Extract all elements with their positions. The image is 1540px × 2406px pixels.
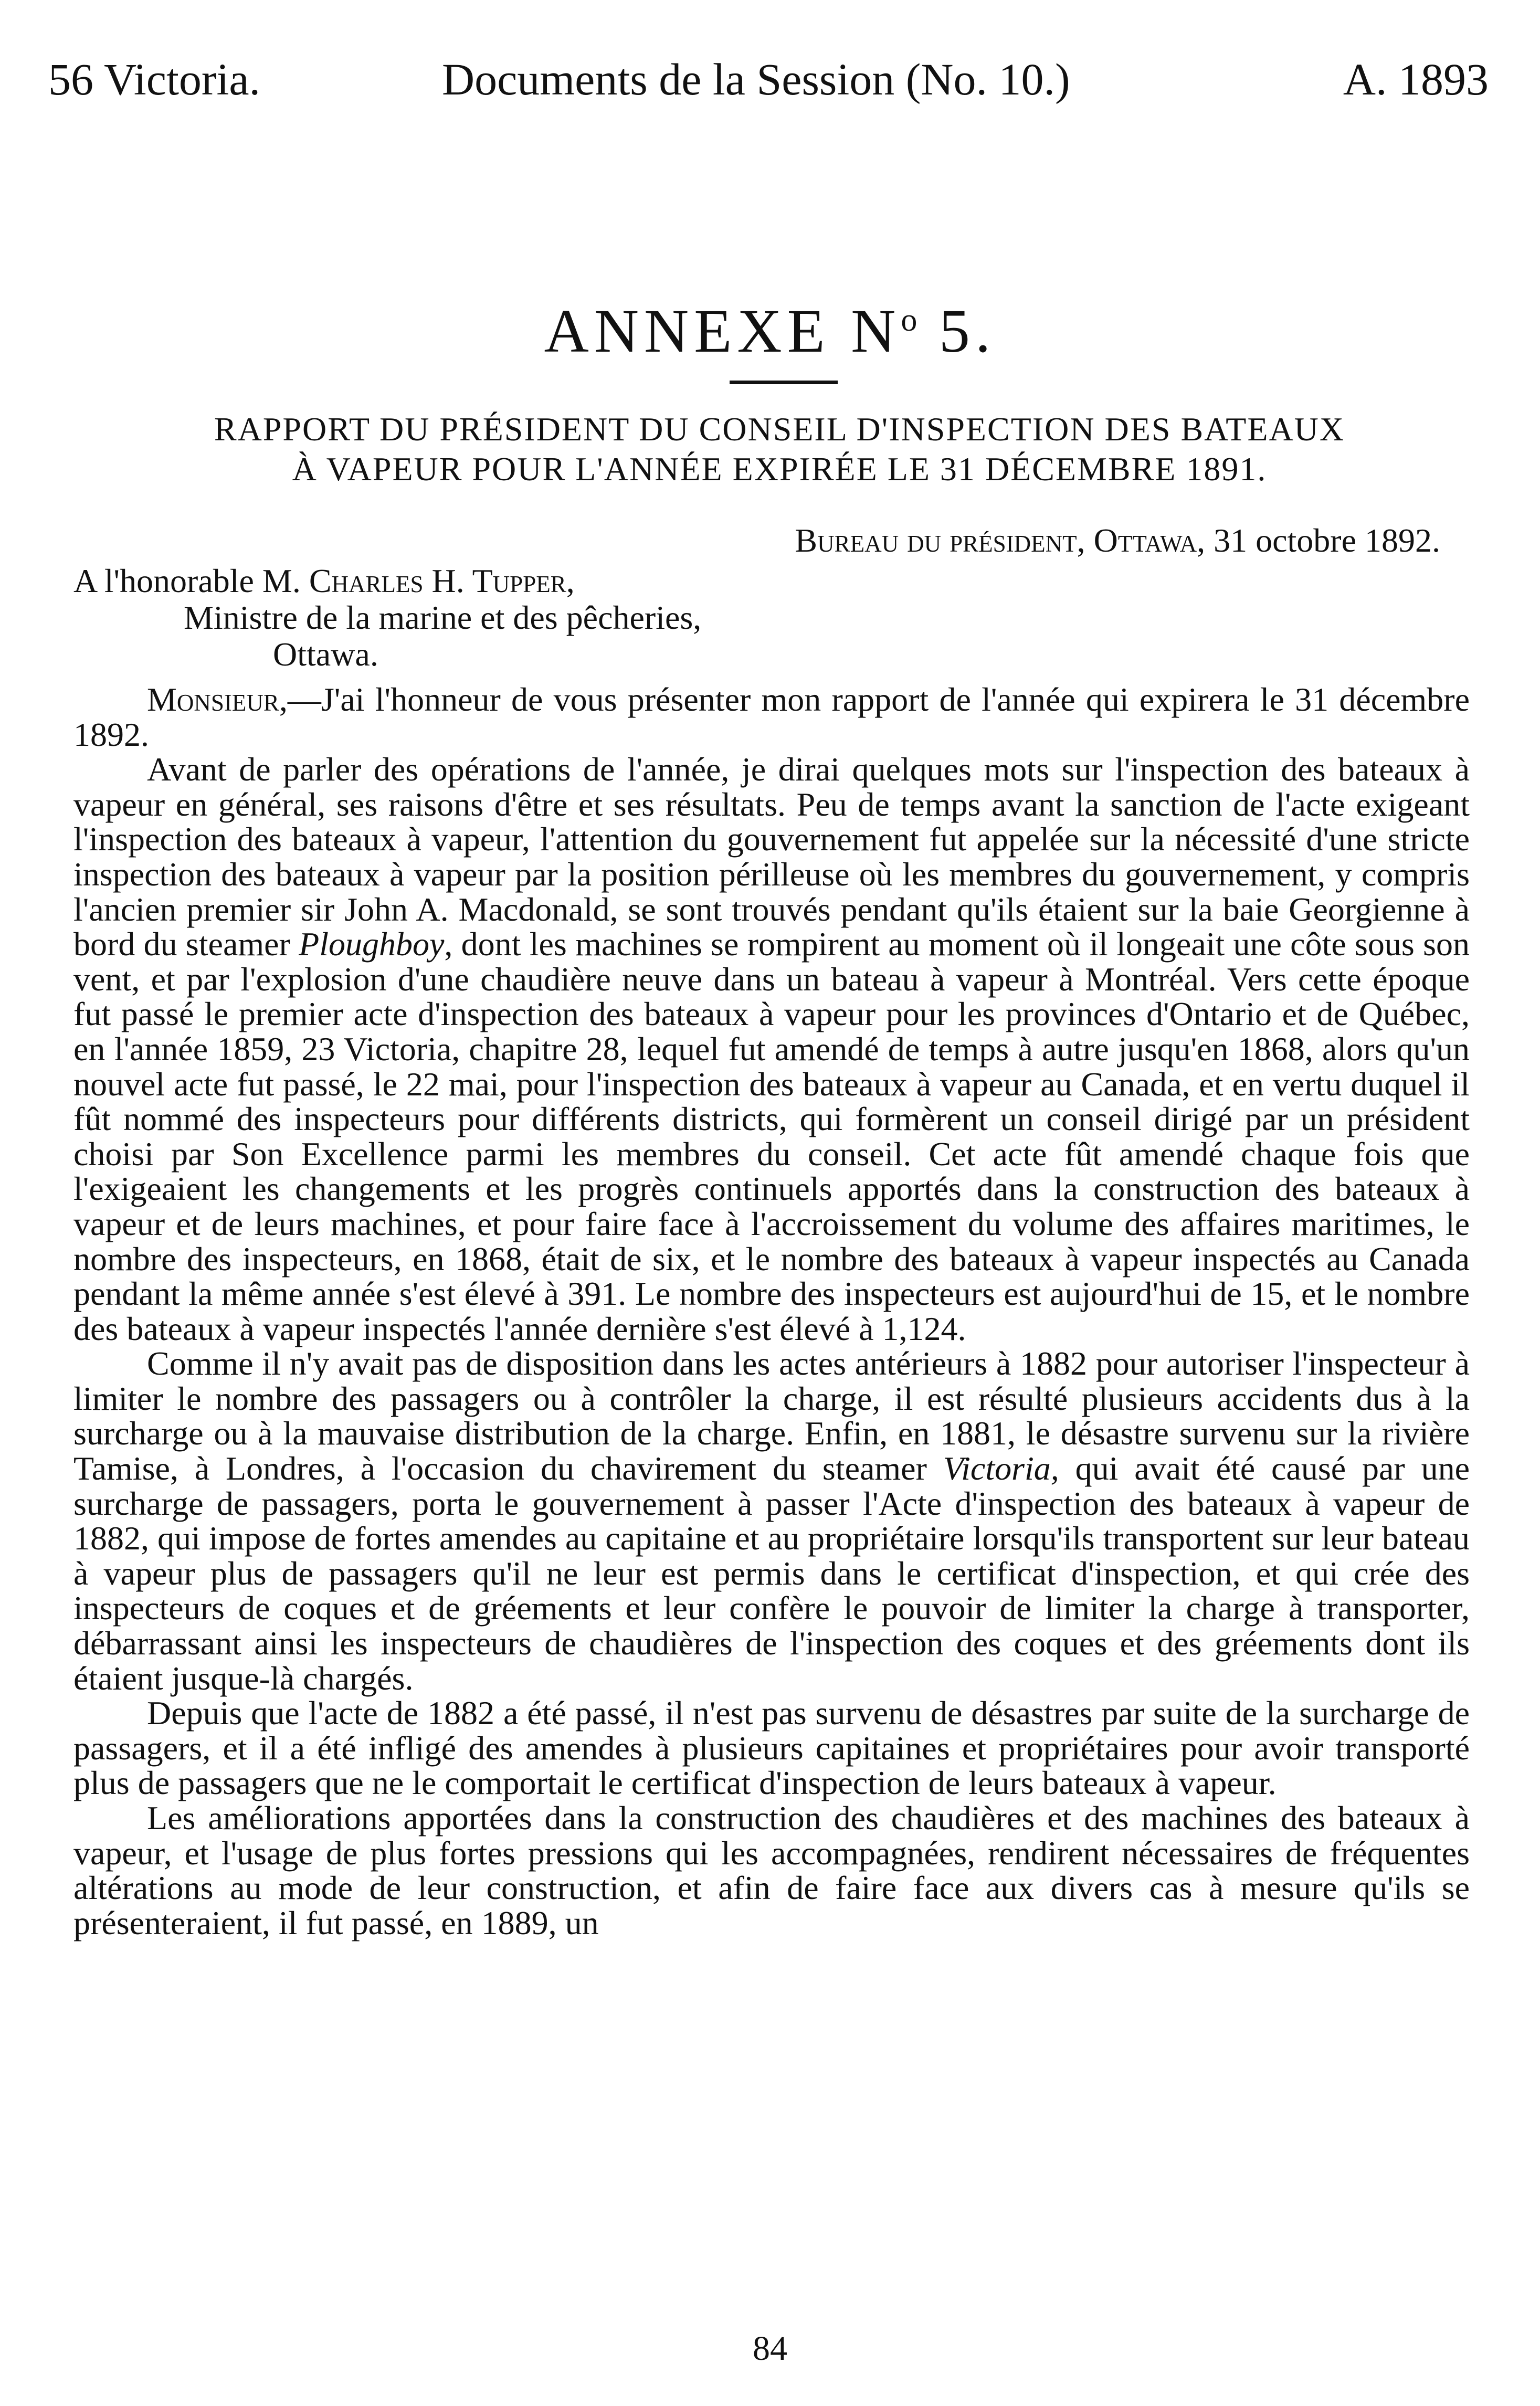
addressee-title: Ministre de la marine et des pêcheries, [184, 599, 702, 636]
ship-name-victoria: Victoria, [943, 1450, 1059, 1487]
addressee-name: Charles H. Tupper, [309, 562, 575, 599]
paragraph-1 [73, 682, 1470, 752]
addressee-prefix: A l'honorable M. [73, 562, 301, 599]
report-body [73, 682, 1470, 1940]
paragraph-2 [73, 752, 1470, 1346]
paragraph-2-text-b: , dont les machines se rompirent au moment où il longeait une côte sous son vent, et par l'explosion d'une chaudière neuve dans un bateau à vapeur à Montréal. Vers cette époque fut passé le premier acte d'inspection des bateaux à vapeur pour les provinces d'Ontario et de Québec, en l'année 1859, 23 Victoria, chapitre 28, lequel fut amendé de temps à autre jusqu'en 1868, alors qu'un nouvel acte fut passé, le 22 mai, pour l'inspection des bateaux à vapeur au Canada, et en vertu duquel il fût nommé des inspecteurs pour différents districts, qui formèrent un conseil dirigé par un président choisi par Son Excellence parmi les membres du conseil. Cet acte fût amendé chaque fois que l'exigeaient les changements et les progrès continuels apportés dans la construction des bateaux à vapeur et de leurs machines, et pour faire face à l'accroissement du volume des affaires maritimes, le nombre des inspecteurs, en 1868, était de six, et le nombre des bateaux à vapeur inspectés au Canada pendant la même année s'est élevé à 391. Le nombre des inspecteurs est aujourd'hui de 15, et le nombre des bateaux à vapeur inspectés l'année dernière s'est élevé à 1,124. [73, 925, 1470, 1347]
paragraph-3 [73, 1346, 1470, 1696]
paragraph-2-text-a: Avant de parler des opérations de l'année, je dirai quelques mots sur l'inspection des bateaux à vapeur en général, ses raisons d'être et ses résultats. Peu de temps avant la sanction de l'acte exigeant l'inspection des bateaux à vapeur, l'attention du gouvernement fut appelée sur la nécessité d'une stricte inspection des bateaux à vapeur par la position périlleuse où les membres du gouvernement, y compris l'ancien premier sir John A. Macdonald, se sont trouvés pendant qu'ils étaient sur la baie Georgienne à bord du steamer [73, 751, 1470, 963]
running-head-year: A. 1893 [1343, 54, 1489, 104]
running-head [48, 50, 1489, 108]
paragraph-1-text: —J'ai l'honneur de vous présenter mon rapport de l'année qui expirera le 31 décembre 1892. [73, 681, 1470, 753]
annex-title [0, 283, 1540, 368]
addressee-city: Ottawa. [273, 636, 378, 673]
report-title [73, 409, 1485, 489]
address-block [73, 563, 701, 673]
paragraph-5: Les améliorations apportées dans la construction des chaudières et des machines des bateaux à vapeur, et l'usage de plus fortes pressions qui les accompagnées, rendirent nécessaires de fréquentes altérations au mode de leur construction, et afin de faire face aux divers cas à mesure qu'ils se présenteraient, il fut passé, en 1889, un [73, 1799, 1470, 1941]
paragraph-3-text-b: qui avait été causé par une surcharge de passagers, porta le gouvernement à passer l'Acte d'inspection des bateaux à vapeur de 1882, qui impose de fortes amendes au capitaine et au propriétaire lorsqu'ils transportent sur leur bateau à vapeur plus de passagers qu'il ne leur est permis dans le certificat d'inspection, et qui crée des inspecteurs de coques et de gréements et leur confère le pouvoir de limiter la charge à transporter, débarrassant ainsi les inspecteurs de chaudières de l'inspection des coques et des gréements dont ils étaient jusque-là chargés. [73, 1450, 1470, 1697]
ship-name-ploughboy: Ploughboy [299, 925, 445, 963]
dateline-office: Bureau du président, [795, 522, 1085, 559]
paragraph-3-text-a: Comme il n'y avait pas de disposition dans les actes antérieurs à 1882 pour autoriser l'inspecteur à limiter le nombre des passagers ou à contrôler la charge, il est résulté plusieurs accidents dus à la surcharge ou à la mauvaise distribution de la charge. Enfin, en 1881, le désastre survenu sur la rivière Tamise, à Londres, à l'occasion du chavirement du steamer [73, 1345, 1470, 1487]
title-rule [730, 381, 838, 384]
report-title-line-2: À VAPEUR POUR L'ANNÉE EXPIRÉE LE 31 DÉCEMBRE 1891. [292, 450, 1267, 488]
addressee-line [73, 563, 701, 599]
annex-number: 5. [918, 297, 996, 365]
dateline [795, 520, 1440, 562]
page-number: 84 [753, 2329, 787, 2368]
report-title-line-1: RAPPORT DU PRÉSIDENT DU CONSEIL D'INSPECTION DES BATEAUX [214, 410, 1345, 448]
annex-number-superscript: o [901, 302, 919, 338]
salutation: Monsieur, [147, 681, 288, 718]
dateline-place: Ottawa, [1093, 522, 1206, 559]
running-head-volume: 56 Victoria. [48, 54, 261, 104]
dateline-date: 31 octobre 1892. [1214, 522, 1440, 559]
annex-title-text: ANNEXE N [544, 297, 901, 365]
paragraph-4: Depuis que l'acte de 1882 a été passé, il n'est pas survenu de désastres par suite de la surcharge de passagers, et il a été infligé des amendes à plusieurs capitaines et propriétaires pour avoir transporté plus de passagers que ne le comportait le certificat d'inspection de leurs bateaux à vapeur. [73, 1694, 1470, 1802]
running-head-session: Documents de la Session (No. 10.) [442, 54, 1070, 104]
